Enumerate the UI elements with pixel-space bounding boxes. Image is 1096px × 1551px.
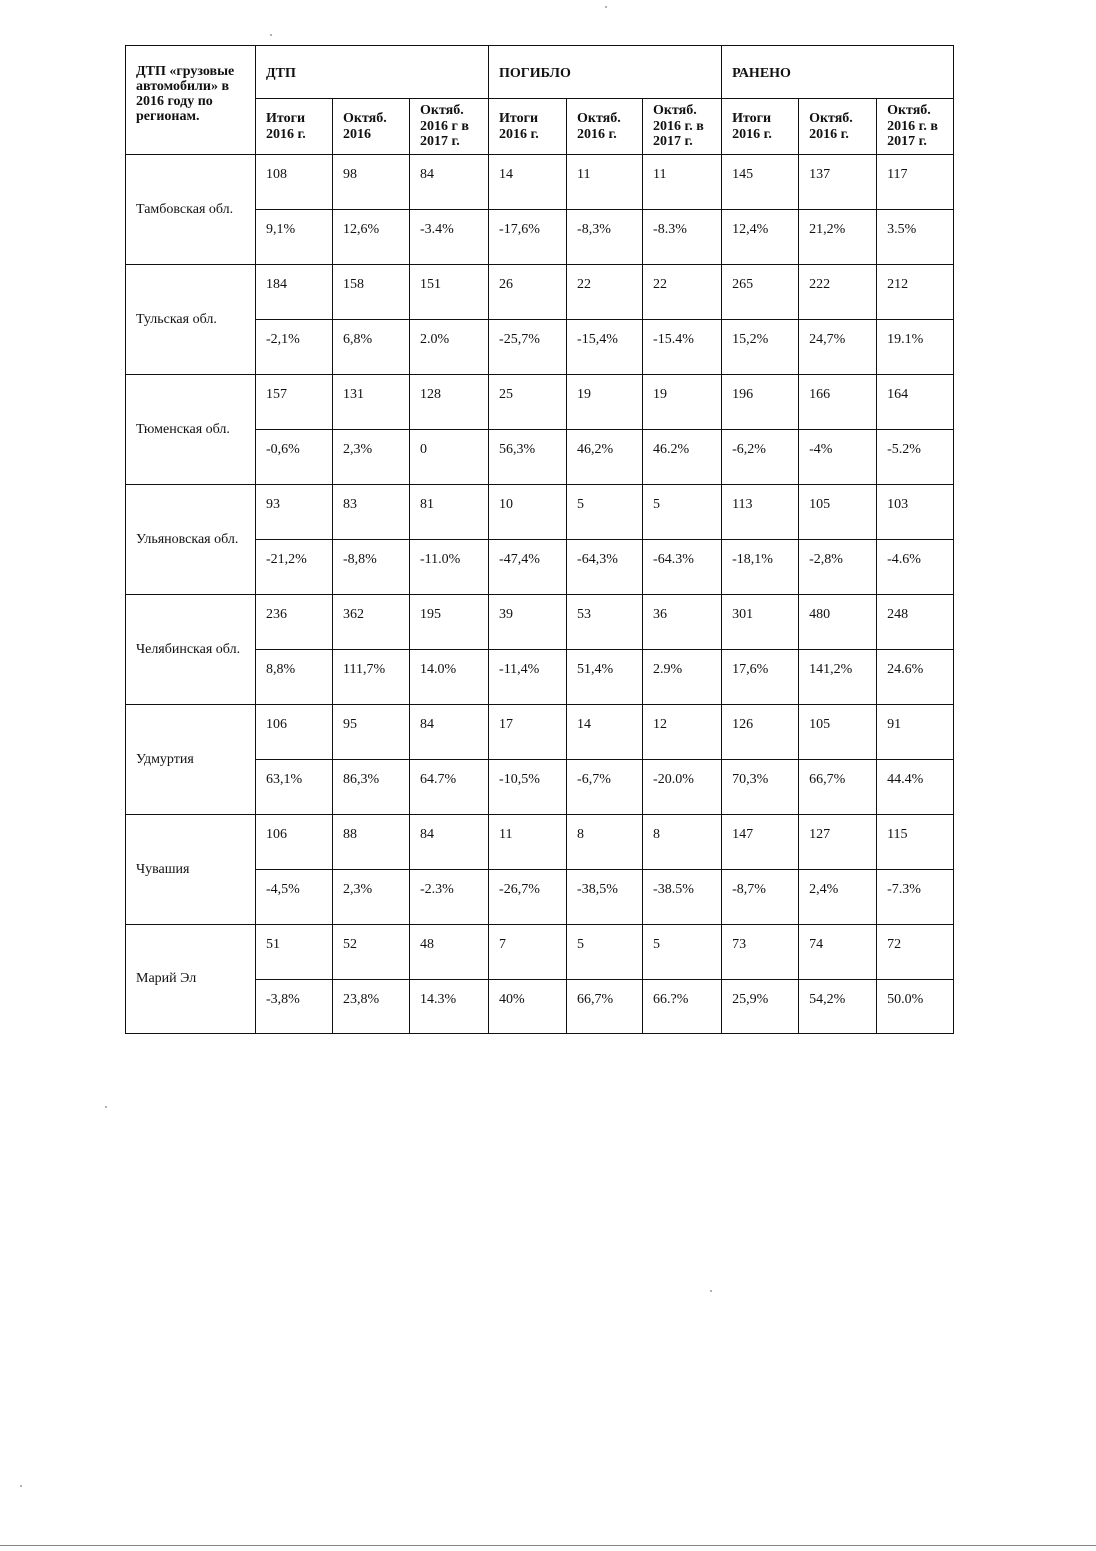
- subheader-killed-oct-2016-vs-2017: Октяб. 2016 г. в 2017 г.: [643, 99, 722, 155]
- value-cell: 81: [410, 485, 489, 540]
- value-cell: 127: [799, 815, 877, 870]
- value-cell: 157: [256, 375, 333, 430]
- value-cell: 5: [643, 485, 722, 540]
- change-cell: -6,7%: [567, 760, 643, 815]
- region-name: Чувашия: [126, 815, 256, 925]
- value-cell: 84: [410, 705, 489, 760]
- value-cell: 106: [256, 815, 333, 870]
- change-cell: -21,2%: [256, 540, 333, 595]
- change-cell: 3.5%: [877, 210, 954, 265]
- value-cell: 12: [643, 705, 722, 760]
- change-cell: 2,3%: [333, 430, 410, 485]
- subheader-killed-total-2016: Итоги 2016 г.: [489, 99, 567, 155]
- change-cell: 44.4%: [877, 760, 954, 815]
- change-cell: -4%: [799, 430, 877, 485]
- value-cell: 14: [489, 155, 567, 210]
- table-title: ДТП «грузовые автомобили» в 2016 году по регионам.: [126, 46, 256, 155]
- region-name: Ульяновская обл.: [126, 485, 256, 595]
- table-row: [126, 705, 954, 760]
- group-header-injured: РАНЕНО: [722, 46, 954, 99]
- change-cell: -4.6%: [877, 540, 954, 595]
- value-cell: 106: [256, 705, 333, 760]
- change-cell: 54,2%: [799, 980, 877, 1034]
- change-cell: 24.6%: [877, 650, 954, 705]
- change-cell: 46.2%: [643, 430, 722, 485]
- change-cell: -4,5%: [256, 870, 333, 925]
- change-cell: -2,8%: [799, 540, 877, 595]
- table-row: [126, 925, 954, 980]
- header-group-row: [126, 46, 954, 99]
- value-cell: 22: [643, 265, 722, 320]
- change-cell: 66,7%: [799, 760, 877, 815]
- change-cell: -6,2%: [722, 430, 799, 485]
- value-cell: 8: [643, 815, 722, 870]
- value-cell: 137: [799, 155, 877, 210]
- change-cell: -3,8%: [256, 980, 333, 1034]
- change-cell: -17,6%: [489, 210, 567, 265]
- change-cell: 12,6%: [333, 210, 410, 265]
- change-cell: -26,7%: [489, 870, 567, 925]
- table-row: [126, 375, 954, 430]
- value-cell: 93: [256, 485, 333, 540]
- change-cell: -2.3%: [410, 870, 489, 925]
- change-cell: 46,2%: [567, 430, 643, 485]
- change-cell: -10,5%: [489, 760, 567, 815]
- change-cell: 2.0%: [410, 320, 489, 375]
- page-bottom-edge: [0, 1545, 1096, 1546]
- change-cell: 15,2%: [722, 320, 799, 375]
- change-cell: 9,1%: [256, 210, 333, 265]
- value-cell: 131: [333, 375, 410, 430]
- change-cell: 12,4%: [722, 210, 799, 265]
- region-name: Удмуртия: [126, 705, 256, 815]
- value-cell: 184: [256, 265, 333, 320]
- value-cell: 5: [567, 485, 643, 540]
- value-cell: 11: [489, 815, 567, 870]
- value-cell: 19: [567, 375, 643, 430]
- value-cell: 248: [877, 595, 954, 650]
- group-header-killed: ПОГИБЛО: [489, 46, 722, 99]
- change-cell: 111,7%: [333, 650, 410, 705]
- change-cell: 40%: [489, 980, 567, 1034]
- scan-speck: [105, 1106, 107, 1108]
- subheader-killed-oct-2016: Октяб. 2016 г.: [567, 99, 643, 155]
- value-cell: 74: [799, 925, 877, 980]
- region-name: Тамбовская обл.: [126, 155, 256, 265]
- table-row: [126, 155, 954, 210]
- change-cell: -11,4%: [489, 650, 567, 705]
- change-cell: -25,7%: [489, 320, 567, 375]
- value-cell: 83: [333, 485, 410, 540]
- value-cell: 10: [489, 485, 567, 540]
- value-cell: 36: [643, 595, 722, 650]
- change-cell: 6,8%: [333, 320, 410, 375]
- change-cell: -2,1%: [256, 320, 333, 375]
- value-cell: 51: [256, 925, 333, 980]
- change-cell: 50.0%: [877, 980, 954, 1034]
- subheader-dtp-oct-2016: Октяб. 2016: [333, 99, 410, 155]
- change-cell: 63,1%: [256, 760, 333, 815]
- change-cell: 14.3%: [410, 980, 489, 1034]
- value-cell: 103: [877, 485, 954, 540]
- accident-statistics-table: [125, 45, 954, 1034]
- value-cell: 14: [567, 705, 643, 760]
- value-cell: 166: [799, 375, 877, 430]
- change-cell: 64.7%: [410, 760, 489, 815]
- value-cell: 236: [256, 595, 333, 650]
- change-cell: -8.3%: [643, 210, 722, 265]
- change-cell: -64,3%: [567, 540, 643, 595]
- change-cell: 66,7%: [567, 980, 643, 1034]
- change-cell: -20.0%: [643, 760, 722, 815]
- change-cell: 2,4%: [799, 870, 877, 925]
- table-row: [126, 485, 954, 540]
- scan-speck: [270, 34, 272, 36]
- value-cell: 8: [567, 815, 643, 870]
- table-row: [126, 815, 954, 870]
- change-cell: -38.5%: [643, 870, 722, 925]
- value-cell: 105: [799, 705, 877, 760]
- change-cell: 24,7%: [799, 320, 877, 375]
- subheader-dtp-total-2016: Итоги 2016 г.: [256, 99, 333, 155]
- change-cell: -64.3%: [643, 540, 722, 595]
- change-cell: 51,4%: [567, 650, 643, 705]
- scan-speck: [20, 1485, 22, 1487]
- value-cell: 265: [722, 265, 799, 320]
- change-cell: -0,6%: [256, 430, 333, 485]
- scan-speck: [710, 1290, 712, 1292]
- value-cell: 108: [256, 155, 333, 210]
- subheader-injured-total-2016: Итоги 2016 г.: [722, 99, 799, 155]
- value-cell: 113: [722, 485, 799, 540]
- value-cell: 22: [567, 265, 643, 320]
- scan-speck: [605, 6, 607, 8]
- change-cell: 86,3%: [333, 760, 410, 815]
- value-cell: 362: [333, 595, 410, 650]
- change-cell: 70,3%: [722, 760, 799, 815]
- region-name: Челябинская обл.: [126, 595, 256, 705]
- change-cell: -5.2%: [877, 430, 954, 485]
- value-cell: 222: [799, 265, 877, 320]
- value-cell: 84: [410, 155, 489, 210]
- value-cell: 91: [877, 705, 954, 760]
- value-cell: 17: [489, 705, 567, 760]
- change-cell: -38,5%: [567, 870, 643, 925]
- value-cell: 19: [643, 375, 722, 430]
- subheader-injured-oct-2016: Октяб. 2016 г.: [799, 99, 877, 155]
- value-cell: 53: [567, 595, 643, 650]
- change-cell: -7.3%: [877, 870, 954, 925]
- region-name: Тульская обл.: [126, 265, 256, 375]
- value-cell: 195: [410, 595, 489, 650]
- change-cell: 56,3%: [489, 430, 567, 485]
- change-cell: -3.4%: [410, 210, 489, 265]
- subheader-dtp-oct-2016-vs-2017: Октяб. 2016 г в 2017 г.: [410, 99, 489, 155]
- change-cell: 66.?%: [643, 980, 722, 1034]
- change-cell: -18,1%: [722, 540, 799, 595]
- value-cell: 164: [877, 375, 954, 430]
- value-cell: 25: [489, 375, 567, 430]
- value-cell: 11: [567, 155, 643, 210]
- value-cell: 7: [489, 925, 567, 980]
- change-cell: 0: [410, 430, 489, 485]
- value-cell: 39: [489, 595, 567, 650]
- value-cell: 98: [333, 155, 410, 210]
- change-cell: -8,7%: [722, 870, 799, 925]
- subheader-injured-oct-2016-vs-2017: Октяб. 2016 г. в 2017 г.: [877, 99, 954, 155]
- change-cell: 17,6%: [722, 650, 799, 705]
- change-cell: 19.1%: [877, 320, 954, 375]
- value-cell: 5: [567, 925, 643, 980]
- region-name: Марий Эл: [126, 925, 256, 1034]
- change-cell: 2.9%: [643, 650, 722, 705]
- value-cell: 147: [722, 815, 799, 870]
- value-cell: 48: [410, 925, 489, 980]
- value-cell: 151: [410, 265, 489, 320]
- value-cell: 95: [333, 705, 410, 760]
- change-cell: 25,9%: [722, 980, 799, 1034]
- value-cell: 158: [333, 265, 410, 320]
- change-cell: -15.4%: [643, 320, 722, 375]
- change-cell: -15,4%: [567, 320, 643, 375]
- value-cell: 73: [722, 925, 799, 980]
- change-cell: -8,3%: [567, 210, 643, 265]
- group-header-dtp: ДТП: [256, 46, 489, 99]
- value-cell: 301: [722, 595, 799, 650]
- change-cell: 21,2%: [799, 210, 877, 265]
- change-cell: -11.0%: [410, 540, 489, 595]
- value-cell: 480: [799, 595, 877, 650]
- change-cell: 8,8%: [256, 650, 333, 705]
- value-cell: 145: [722, 155, 799, 210]
- value-cell: 88: [333, 815, 410, 870]
- table-row: [126, 265, 954, 320]
- value-cell: 52: [333, 925, 410, 980]
- value-cell: 105: [799, 485, 877, 540]
- table-row: [126, 595, 954, 650]
- value-cell: 72: [877, 925, 954, 980]
- value-cell: 5: [643, 925, 722, 980]
- value-cell: 115: [877, 815, 954, 870]
- value-cell: 26: [489, 265, 567, 320]
- change-cell: 2,3%: [333, 870, 410, 925]
- change-cell: -8,8%: [333, 540, 410, 595]
- value-cell: 212: [877, 265, 954, 320]
- change-cell: -47,4%: [489, 540, 567, 595]
- change-cell: 14.0%: [410, 650, 489, 705]
- change-cell: 23,8%: [333, 980, 410, 1034]
- value-cell: 128: [410, 375, 489, 430]
- value-cell: 117: [877, 155, 954, 210]
- value-cell: 84: [410, 815, 489, 870]
- value-cell: 11: [643, 155, 722, 210]
- value-cell: 196: [722, 375, 799, 430]
- value-cell: 126: [722, 705, 799, 760]
- region-name: Тюменская обл.: [126, 375, 256, 485]
- change-cell: 141,2%: [799, 650, 877, 705]
